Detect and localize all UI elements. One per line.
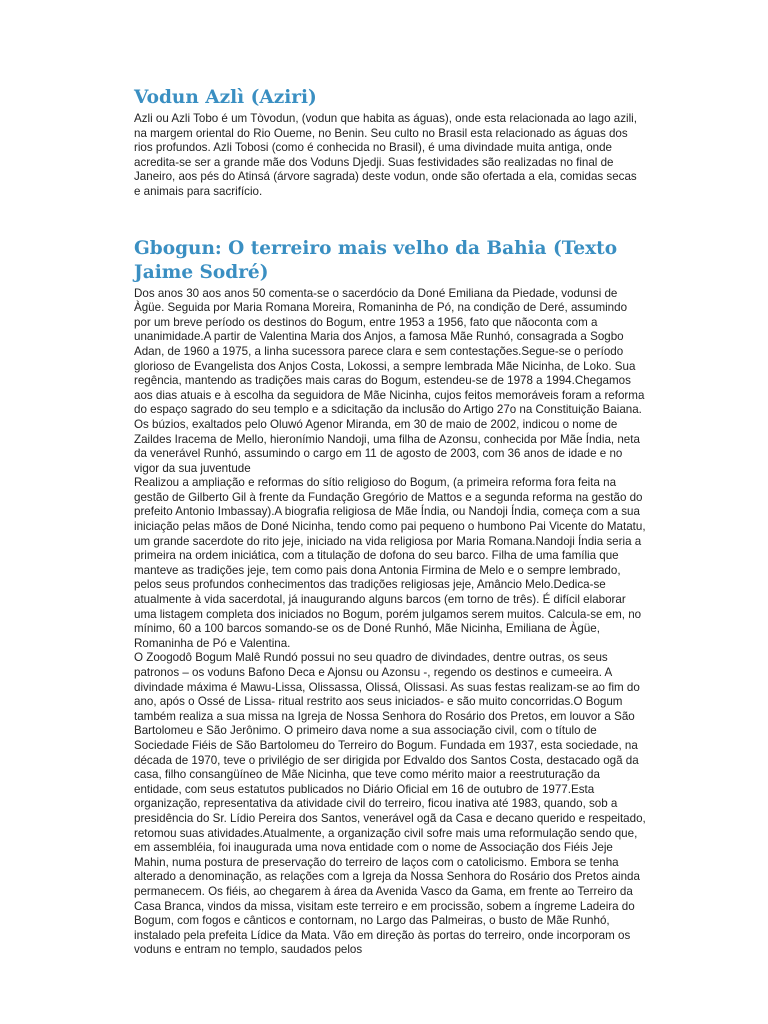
section-title-vodun-azli: Vodun Azlì (Aziri)	[134, 87, 317, 108]
paragraph: Dos anos 30 aos anos 50 comenta-se o sacerdócio da Doné Emiliana da Piedade, vodunsi de Àgüe. Seguida por Maria Romana Moreira, Romaninha de Pó, na condição de Deré, assumindo por um breve período os destinos do Bogum, entre 1953 a 1956, fato que nãoconta com a unanimidade.A partir de Valentina Maria dos Anjos, a famosa Mãe Runhó, consagrada a Sogbo Adan, de 1960 a 1975, a linha sucessora parece clara e sem contestações.Segue-se o período glorioso de Evangelista dos Anjos Costa, Lokossi, a sempre lembrada Mãe Nicinha, de Loko. Sua regência, mantendo as tradições mais caras do Bogum, estendeu-se de 1978 a 1994.Chegamos aos dias atuais e à escolha da seguidora de Mãe Nicinha, cujos feitos memoráveis foram a reforma do espaço sagrado do seu templo e a sdicitação da inclusão do Artigo 27o na Constituição Baiana. Os búzios, exaltados pelo Oluwó Agenor Miranda, em 30 de maio de 2002, indicou o nome de Zaildes Iracema de Mello, hieronímio Nandoji, uma filha de Azonsu, conhecida por Mãe Índia, neta da venerável Runhó, assumindo o cargo em 11 de agosto de 2003, com 36 anos de idade e no vigor da sua juventude	[134, 286, 645, 475]
paragraph: Azli ou Azli Tobo é um Tòvodun, (vodun que habita as águas), onde esta relacionada ao lago azili, na margem oriental do Rio Oueme, no Benin. Seu culto no Brasil esta relacionado as águas dos rios profundos. Azli Tobosi (como é conhecida no Brasil), é uma divindade muita antiga, onde acredita-se ser a grande mãe dos Voduns Djedji. Suas festividades são realizadas no final de Janeiro, aos pés do Atinsá (árvore sagrada) deste vodun, onde são ofertada a ela, comidas secas e animais para sacrifício.	[134, 112, 637, 198]
section-vodun-azli	[134, 86, 646, 200]
section-gbogun	[134, 237, 646, 958]
document-page	[134, 80, 646, 958]
paragraph: Realizou a ampliação e reformas do sítio religioso do Bogum, (a primeira reforma fora feita na gestão de Gilberto Gil à frente da Fundação Gregório de Mattos e a segunda reforma na gestão do prefeito Antonio Imbassay).A biografia religiosa de Mãe Índia, ou Nandoji Índia, começa com a sua iniciação pelas mãos de Doné Nicinha, tendo como pai pequeno o humbono Pai Vicente do Matatu, um grande sacerdote do rito jeje, iniciado na vida religiosa por Maria Romana.Nandoji Índia seria a primeira na ordem iniciática, com a titulação de dofona do seu barco. Filha de uma família que manteve as tradições jeje, tem como pais dona Antonia Firmina de Melo e o sempre lembrado, pelos seus profundos conhecimentos das tradições religiosas jeje, Amâncio Melo.Dedica-se atualmente à vida sacerdotal, já inaugurando alguns barcos (em torno de três). É difícil elaborar uma listagem completa dos iniciados no Bogum, porém julgamos serem muitos. Calcula-se em, no mínimo, 60 a 100 barcos somando-se os de Doné Runhó, Mãe Nicinha, Emiliana de Àgüe, Romaninha de Pó e Valentina.	[134, 476, 646, 650]
section-title-gbogun: Gbogun: O terreiro mais velho da Bahia (Texto Jaime Sodré)	[134, 237, 618, 283]
paragraph: O Zoogodô Bogum Malê Rundó possui no seu quadro de divindades, dentre outras, os seus patronos – os voduns Bafono Deca e Ajonsu ou Azonsu -, regendo os destinos e cumeeira. A divindade máxima é Mawu-Lissa, Olissassa, Olissá, Olissasi. As suas festas realizam-se ao fim do ano, após o Ossé de Lissa- ritual restrito aos seus iniciados- e são muito concorridas.O Bogum também realiza a sua missa na Igreja de Nossa Senhora do Rosário dos Pretos, em louvor a São Bartolomeu e São Jerônimo. O primeiro dava nome a sua associação civil, com o título de Sociedade Fiéis de São Bartolomeu do Terreiro do Bogum. Fundada em 1937, esta sociedade, na década de 1970, teve o privilégio de ser dirigida por Edvaldo dos Santos Costa, destacado ogã da casa, filho consangüíneo de Mãe Nicinha, que teve como mérito maior a reestruturação da entidade, com seus estatutos publicados no Diário Oficial em 16 de outubro de 1977.Esta organização, representativa da atividade civil do terreiro, ficou inativa até 1983, quando, sob a presidência do Sr. Lídio Pereira dos Santos, venerável ogã da Casa e decano querido e respeitado, retomou suas atividades.Atualmente, a organização civil sofre mais uma reformulação sendo que, em assembléia, foi inaugurada uma nova entidade com o nome de Associação dos Fiéis Jeje Mahin, numa postura de preservação do terreiro de laços com o catolicismo. Embora se tenha alterado a denominação, as relações com a Igreja da Nossa Senhora do Rosário dos Pretos ainda permanecem. Os fiéis, ao chegarem à área da Avenida Vasco da Gama, em frente ao Terreiro da Casa Branca, vindos da missa, visitam este terreiro e em procissão, sobem a íngreme Ladeira do Bogum, com fogos e cânticos e contornam, no Largo das Palmeiras, o busto de Mãe Runhó, instalado pela prefeita Lídice da Mata. Vão em direção às portas do terreiro, onde incorporam os voduns e entram no templo, saudados pelos	[134, 651, 646, 957]
